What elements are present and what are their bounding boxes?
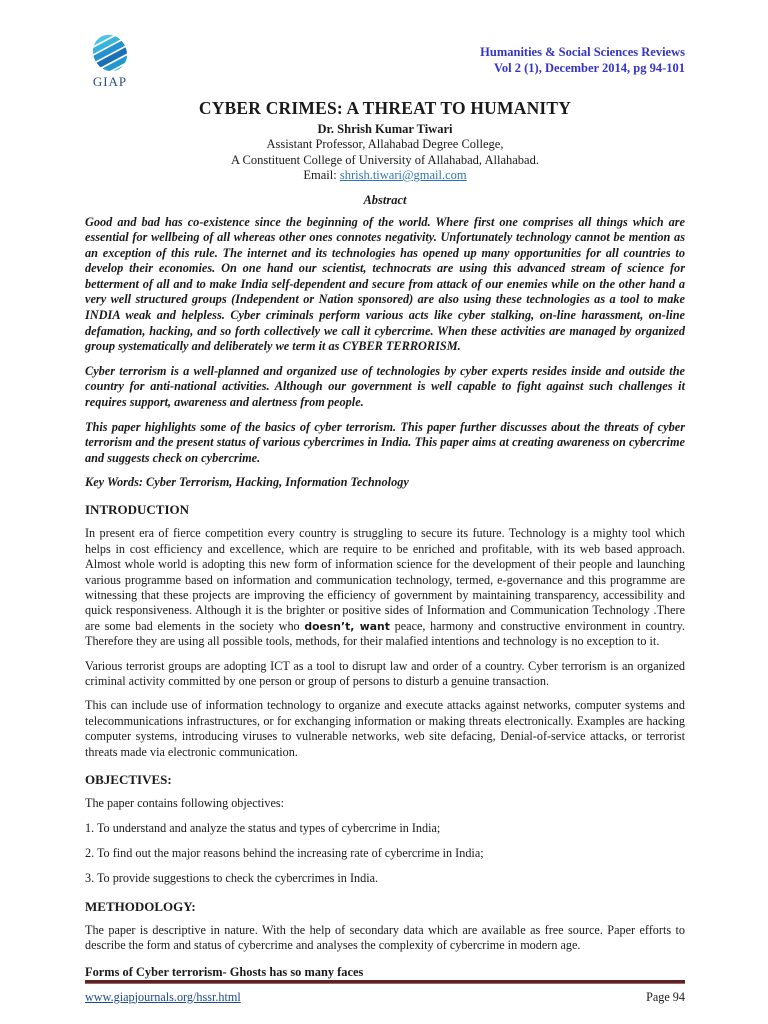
journal-issue: Vol 2 (1), December 2014, pg 94-101 xyxy=(494,60,685,75)
journal-url-link[interactable]: www.giapjournals.org/hssr.html xyxy=(85,989,241,1004)
email-line xyxy=(85,168,685,184)
keywords-line: Key Words: Cyber Terrorism, Hacking, Information Technology xyxy=(85,475,409,490)
title-block xyxy=(85,98,685,184)
intro-paragraph-2: Various terrorist groups are adopting ICT as a tool to disrupt law and order of a country. Cyber terrorism is an organized criminal activity committed by one person or group of persons to disturb a genuine transaction. xyxy=(85,658,685,689)
intro-paragraph-1 xyxy=(85,526,685,649)
journal-name: Humanities & Social Sciences Reviews xyxy=(480,45,685,59)
page-number: Page 94 xyxy=(646,989,685,1004)
footer-row xyxy=(85,990,685,1005)
email-link[interactable]: shrish.tiwari@gmail.com xyxy=(339,168,467,182)
forms-subheading: Forms of Cyber terrorism- Ghosts has so many faces xyxy=(85,964,364,979)
objectives-intro: The paper contains following objectives: xyxy=(85,796,285,811)
methodology-paragraph: The paper is descriptive in nature. With the help of secondary data which are available as free source. Paper efforts to describe the form and status of cybercrime and analyses the complexity of cybercrime in modern age. xyxy=(85,922,685,953)
section-heading-methodology: METHODOLOGY: xyxy=(85,898,196,914)
abstract-paragraph-2: Cyber terrorism is a well-planned and organized use of technologies by cyber experts resides inside and outside the country for anti-national activities. Although our government is well capable to fight against such challenges it requires support, awareness and alertness from people. xyxy=(85,363,685,410)
intro-p1-before: In present era of fierce competition every country is struggling to secure its future. Technology is a mighty tool which helps in cost efficiency and excellence, which are require to be enriched and profitable, with its web based approach. Almost whole world is adopting this new form of information science for the development of their people and launching various programme based on information and communication technology, termed, e-governance and this programme are witnessing that these projects are improving the efficiency of government by maintaining transparency, accessibility and quick responsiveness. Although it is the brighter or positive sides of Information and Communication Technology .There are some bad elements in the society who xyxy=(85,526,685,633)
intro-p1-after: peace, harmony and constructive environment in country. Therefore they are using all possible tools, methods, for their malafied intentions and technology is no exception to it. xyxy=(85,618,685,649)
intro-p1-substituted-font: doesn’t, want xyxy=(304,619,390,633)
author-affiliation-1: Assistant Professor, Allahabad Degree College, xyxy=(266,137,504,151)
objective-item-2: 2. To find out the major reasons behind the increasing rate of cybercrime in India; xyxy=(85,845,484,860)
objective-item-3: 3. To provide suggestions to check the cybercrimes in India. xyxy=(85,870,379,885)
section-heading-objectives: OBJECTIVES: xyxy=(85,772,172,788)
giap-logo-text: GIAP xyxy=(92,74,128,89)
giap-logo xyxy=(87,33,133,90)
paper-title: CYBER CRIMES: A THREAT TO HUMANITY xyxy=(198,98,572,118)
abstract-heading: Abstract xyxy=(363,192,407,207)
author-affiliation-2: A Constituent College of University of Allahabad, Allahabad. xyxy=(231,152,539,167)
abstract-paragraph-1: Good and bad has co-existence since the beginning of the world. Where first one comprises all things which are essential for wellbeing of all whereas other ones connotes negativity. Unfortunately technology cannot be mention as an exception of this rule. The internet and its technologies has opened up many opportunities for all countries to develop their economies. On one hand our scientist, technocrats are using this advanced stream of science for betterment of all and to make India self-dependent and secure from attack of our enemies while on the other hand a very well structured groups (Independent or Nation sponsored) are also using these technologies as a tool to make INDIA weak and helpless. Cyber criminals perform various acts like cyber stalking, on-line harassment, on-line defamation, hacking, and so forth collectively we call it cybercrime. When these activities are managed by organized group systematically and deliberately we term it as CYBER TERRORISM. xyxy=(85,214,685,354)
intro-paragraph-3: This can include use of information technology to organize and execute attacks against networks, computer systems and telecommunications infrastructures, or for exchanging information or making threats electronically. Examples are hacking computer systems, introducing viruses to vulnerable networks, web site defacing, Denial-of-service attacks, or terrorist threats made via electronic communication. xyxy=(85,698,685,759)
abstract-paragraph-3: This paper highlights some of the basics of cyber terrorism. This paper further discusses about the threats of cyber terrorism and the present status of various cybercrimes in India. This paper aims at creating awareness on cybercrime and suggests check on cybercrime. xyxy=(85,419,685,465)
footer-divider xyxy=(85,980,685,984)
page-header xyxy=(85,33,685,90)
section-heading-introduction: INTRODUCTION xyxy=(85,502,190,518)
author-name: Dr. Shrish Kumar Tiwari xyxy=(317,122,453,136)
objective-item-1: 1. To understand and analyze the status and types of cybercrime in India; xyxy=(85,821,441,835)
email-label: Email: xyxy=(303,168,340,182)
globe-icon xyxy=(91,33,129,73)
journal-info xyxy=(480,45,685,76)
page-footer xyxy=(85,980,685,1005)
